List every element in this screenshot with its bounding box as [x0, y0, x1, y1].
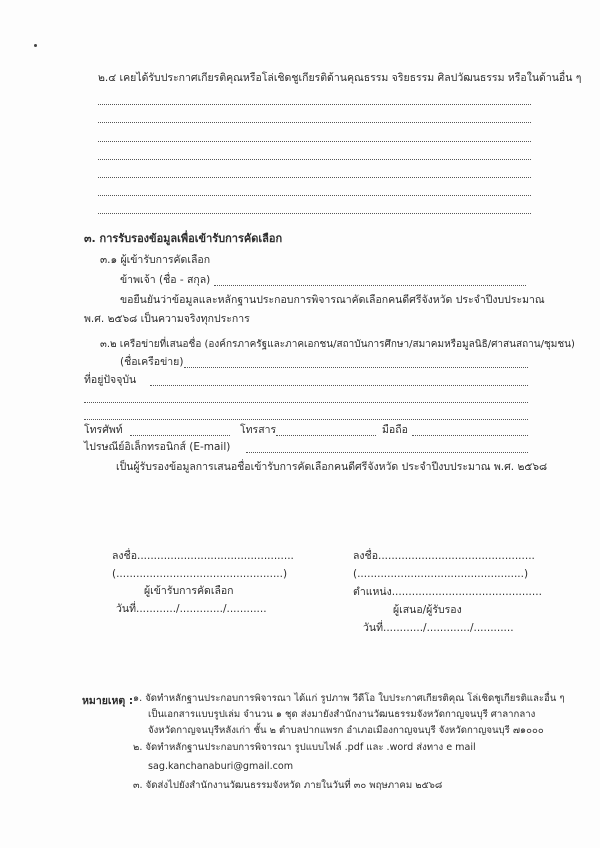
mobile-label: มือถือ: [382, 424, 408, 436]
left-role: ผู้เข้ารับการคัดเลือก: [144, 585, 234, 597]
scan-dot-mark: [34, 44, 37, 47]
notes-label: หมายเหตุ :: [82, 695, 134, 707]
answer-line[interactable]: [98, 195, 531, 196]
confirm-line-2: พ.ศ. ๒๕๖๘ เป็นความจริงทุกประการ: [84, 313, 250, 325]
mobile-field[interactable]: [412, 435, 528, 436]
right-name-paren[interactable]: (..................................................): [353, 568, 529, 580]
certify-text: เป็นผู้รับรองข้อมูลการเสนอชื่อเข้ารับการคัดเลือกคนดีศรีจังหวัด ประจำปีงบประมาณ พ.ศ. ๒๕๖๘: [116, 461, 548, 473]
address-label: ที่อยู่ปัจจุบัน: [84, 374, 137, 386]
confirm-line-1: ขอยืนยันว่าข้อมูลและหลักฐานประกอบการพิจารณาคัดเลือกคนดีศรีจังหวัด ประจำปีงบประมาณ: [120, 294, 545, 306]
note-1-line-3: จังหวัดกาญจนบุรีหลังเก่า ชั้น ๒ ตำบลปากแพรก อำเภอเมืองกาญจนบุรี จังหวัดกาญจนบุรี ๗๑๐๐๐: [148, 725, 544, 736]
section-2-4-text: ๒.๔ เคยได้รับประกาศเกียรติคุณหรือโล่เชิดชูเกียรติด้านคุณธรรม จริยธรรม ศิลปวัฒนธรรม หรือในด้านอื่น ๆ: [98, 72, 582, 84]
fax-field[interactable]: [276, 435, 376, 436]
left-date[interactable]: วันที่............/............./............: [116, 603, 267, 615]
note-1-line-2: เป็นเอกสารแบบรูปเล่ม จำนวน ๑ ชุด ส่งมายังสำนักงานวัฒนธรรมจังหวัดกาญจนบุรี ศาลากลาง: [148, 709, 536, 720]
note-2-line-1: ๒. จัดทำหลักฐานประกอบการพิจารณา รูปแบบไฟล์ .pdf และ .word ส่งทาง e mail: [133, 742, 476, 753]
email-label: ไปรษณีย์อิเล็กทรอนิกส์ (E-mail): [84, 441, 231, 453]
name-label: ข้าพเจ้า (ชื่อ - สกุล): [120, 274, 211, 286]
answer-line[interactable]: [98, 159, 531, 160]
section-3-2-title: ๓.๒ เครือข่ายที่เสนอชื่อ (องค์กรภาครัฐและภาคเอกชน/สถาบันการศึกษา/สมาคมหรือมูลนิธิ/ศาสนสถาน/ชุมชน): [100, 339, 575, 350]
phone-label: โทรศัพท์: [84, 424, 123, 436]
answer-line[interactable]: [98, 122, 531, 123]
left-sign-line[interactable]: ลงชื่อ...............................................: [112, 550, 294, 562]
section-3-heading: ๓. การรับรองข้อมูลเพื่อเข้ารับการคัดเลือก: [84, 232, 283, 245]
right-position[interactable]: ตำแหน่ง.............................................: [353, 586, 542, 598]
section-3-1-title: ๓.๑ ผู้เข้ารับการคัดเลือก: [100, 254, 211, 266]
address-field-line-3[interactable]: [84, 419, 528, 420]
address-field[interactable]: [150, 385, 528, 386]
network-name-label: (ชื่อเครือข่าย): [120, 356, 184, 368]
answer-line[interactable]: [98, 141, 531, 142]
note-1-line-1: ๑. จัดทำหลักฐานประกอบการพิจารณา ได้แก่ รูปภาพ วีดีโอ ใบประกาศเกียรติคุณ โล่เชิดชูเกียรติและอื่น ๆ: [133, 693, 565, 704]
fax-label: โทรสาร: [240, 424, 277, 436]
name-field[interactable]: [214, 285, 526, 286]
right-sign-line[interactable]: ลงชื่อ...............................................: [353, 550, 535, 562]
address-field-line-2[interactable]: [84, 402, 528, 403]
phone-field[interactable]: [130, 435, 230, 436]
note-3: ๓. จัดส่งไปยังสำนักงานวัฒนธรรมจังหวัด ภายในวันที่ ๓๐ พฤษภาคม ๒๕๖๘: [133, 780, 443, 791]
right-role: ผู้เสนอ/ผู้รับรอง: [393, 604, 462, 616]
email-field[interactable]: [246, 452, 528, 453]
note-2-email[interactable]: sag.kanchanaburi@gmail.com: [148, 761, 294, 772]
left-name-paren[interactable]: (..................................................): [112, 568, 288, 580]
answer-line[interactable]: [98, 104, 531, 105]
answer-line[interactable]: [98, 213, 531, 214]
right-date[interactable]: วันที่............/............./............: [363, 622, 514, 634]
answer-line[interactable]: [98, 177, 531, 178]
network-name-field[interactable]: [184, 367, 528, 368]
